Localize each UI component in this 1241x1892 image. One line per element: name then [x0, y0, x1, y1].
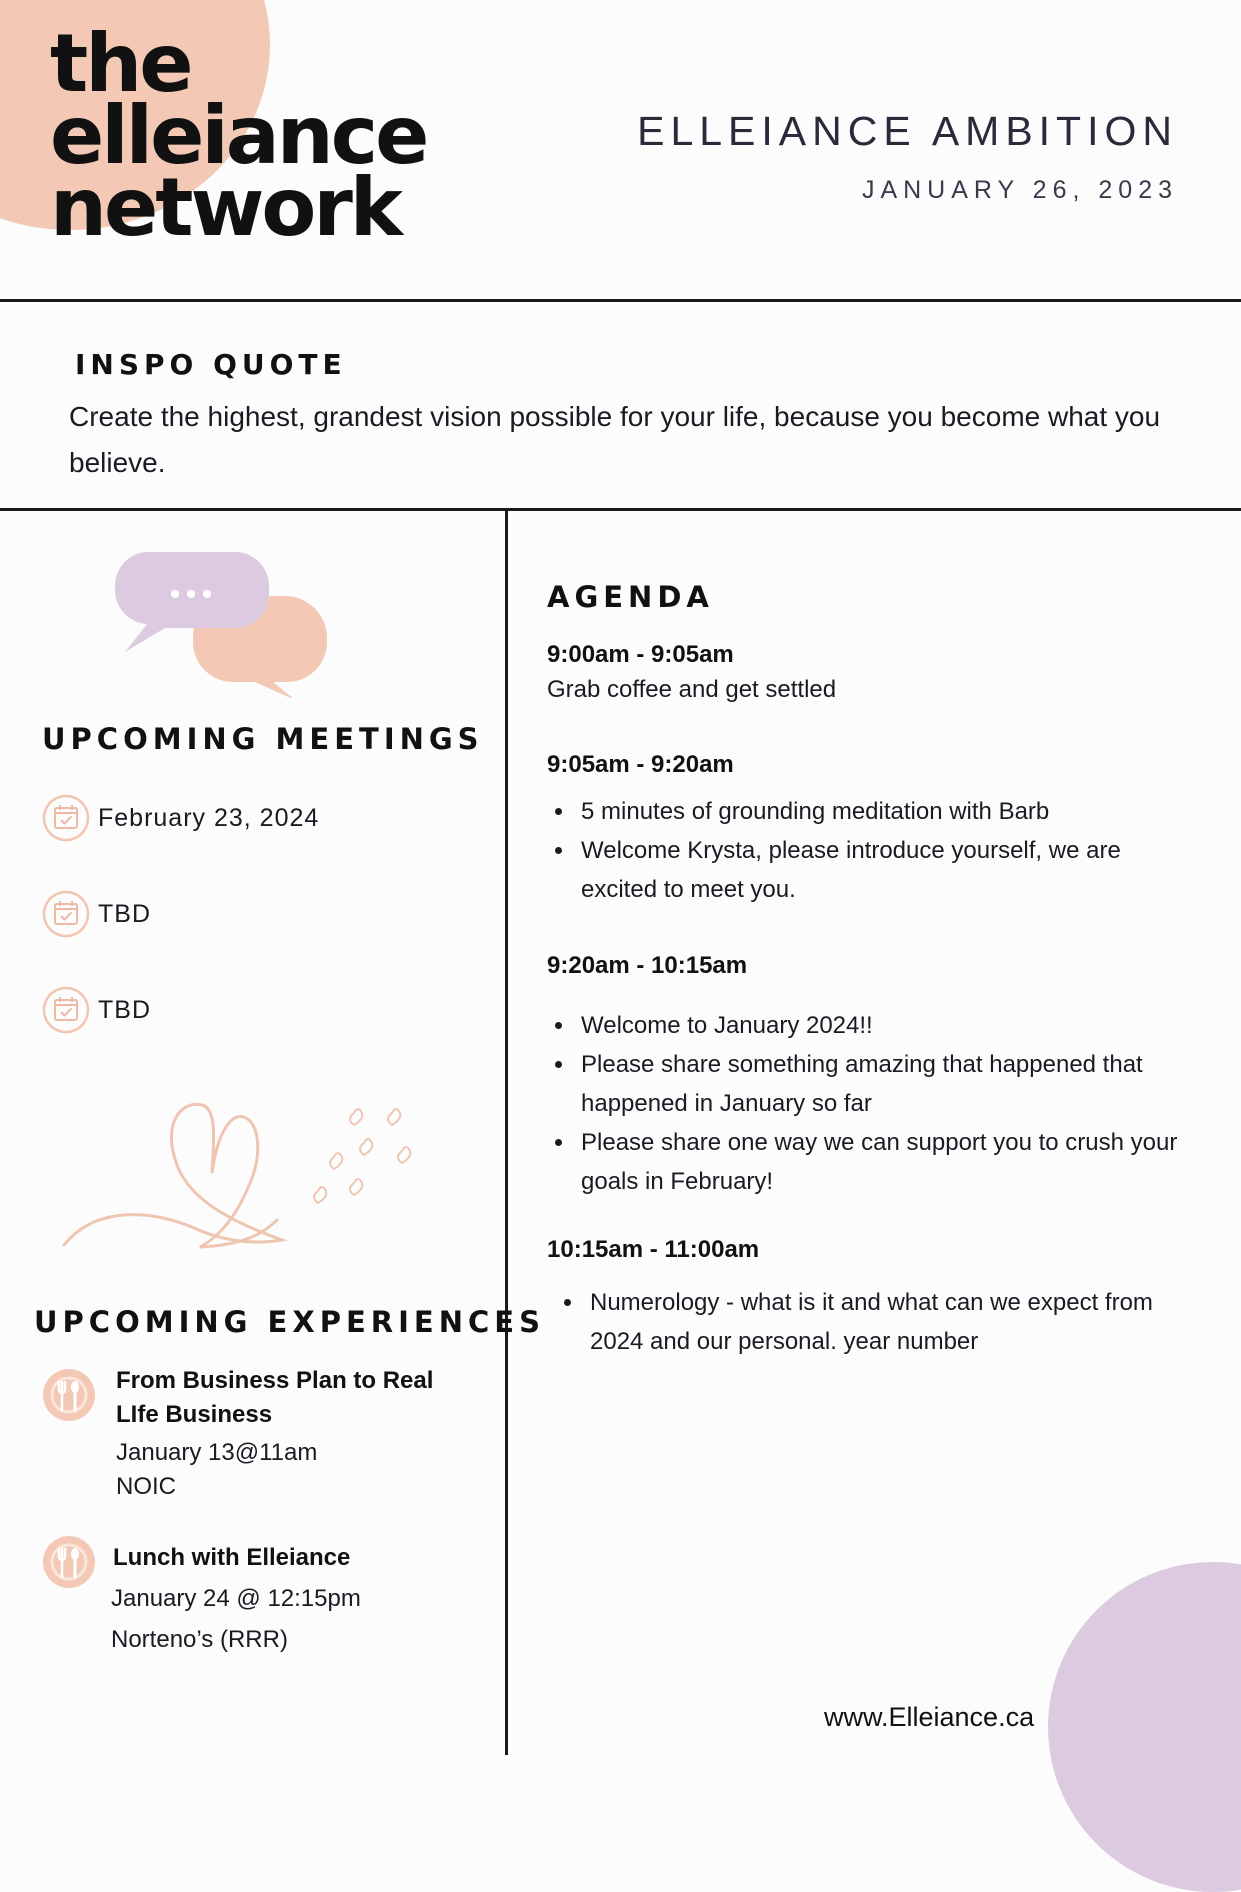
meeting-item [42, 792, 319, 844]
logo-line-1: the [50, 17, 191, 110]
quote-heading: INSPO QUOTE [75, 348, 347, 381]
agenda-item: 5 minutes of grounding meditation with Barb [581, 792, 1181, 831]
agenda-time: 9:20am - 10:15am [547, 952, 748, 979]
agenda-time: 10:15am - 11:00am [547, 1236, 760, 1263]
experience-date: January 13@11am [116, 1439, 318, 1466]
divider-vertical [505, 508, 508, 1755]
calendar-check-icon [42, 986, 90, 1034]
agenda-item: Please share one way we can support you to crush your goals in February! [581, 1123, 1201, 1201]
meeting-date: TBD [98, 995, 151, 1024]
calendar-check-icon [42, 890, 90, 938]
upcoming-meetings-heading: UPCOMING MEETINGS [42, 722, 484, 756]
logo-line-3: network [50, 161, 400, 254]
logo [50, 17, 427, 254]
agenda-heading: AGENDA [547, 580, 714, 614]
experience-title: From Business Plan to Real LIfe Business [116, 1367, 434, 1428]
meeting-item [42, 984, 151, 1036]
meeting-date: February 23, 2024 [98, 803, 320, 832]
agenda-list [590, 1283, 1210, 1361]
calendar-check-icon [42, 794, 90, 842]
meeting-date: TBD [98, 899, 151, 928]
experience-date: January 24 @ 12:15pm [111, 1585, 361, 1612]
speech-bubbles-icon [115, 548, 335, 698]
experience-location: NOIC [116, 1473, 176, 1500]
heart-doodle-icon [62, 1095, 432, 1260]
fork-spoon-icon [42, 1535, 96, 1589]
meeting-item [42, 888, 151, 940]
agenda-list [581, 1006, 1201, 1201]
experience-location: Norteno’s (RRR) [111, 1626, 288, 1653]
event-title: ELLEIANCE AMBITION [637, 108, 1178, 154]
experience-title: Lunch with Elleiance [113, 1544, 351, 1571]
website-link[interactable]: www.Elleiance.ca [824, 1702, 1035, 1732]
fork-spoon-icon [42, 1368, 96, 1422]
agenda-item: Please share something amazing that happened that happened in January so far [581, 1045, 1201, 1123]
agenda-time: 9:05am - 9:20am [547, 751, 734, 778]
divider-top [0, 299, 1241, 302]
agenda-item: Numerology - what is it and what can we expect from 2024 and our personal. year number [590, 1283, 1210, 1361]
agenda-text: Grab coffee and get settled [547, 676, 837, 703]
agenda-item: Welcome Krysta, please introduce yourself, we are excited to meet you. [581, 831, 1181, 909]
agenda-list [581, 792, 1181, 909]
decorative-circle-bottom [1048, 1562, 1241, 1892]
quote-text: Create the highest, grandest vision possible for your life, because you become what you believe. [69, 401, 1161, 478]
agenda-item: Welcome to January 2024!! [581, 1006, 1201, 1045]
upcoming-experiences-heading: UPCOMING EXPERIENCES [34, 1305, 545, 1339]
agenda-time: 9:00am - 9:05am [547, 641, 734, 668]
divider-middle [0, 508, 1241, 511]
event-date: JANUARY 26, 2023 [861, 176, 1178, 204]
logo-line-2: elleiance [50, 89, 427, 182]
